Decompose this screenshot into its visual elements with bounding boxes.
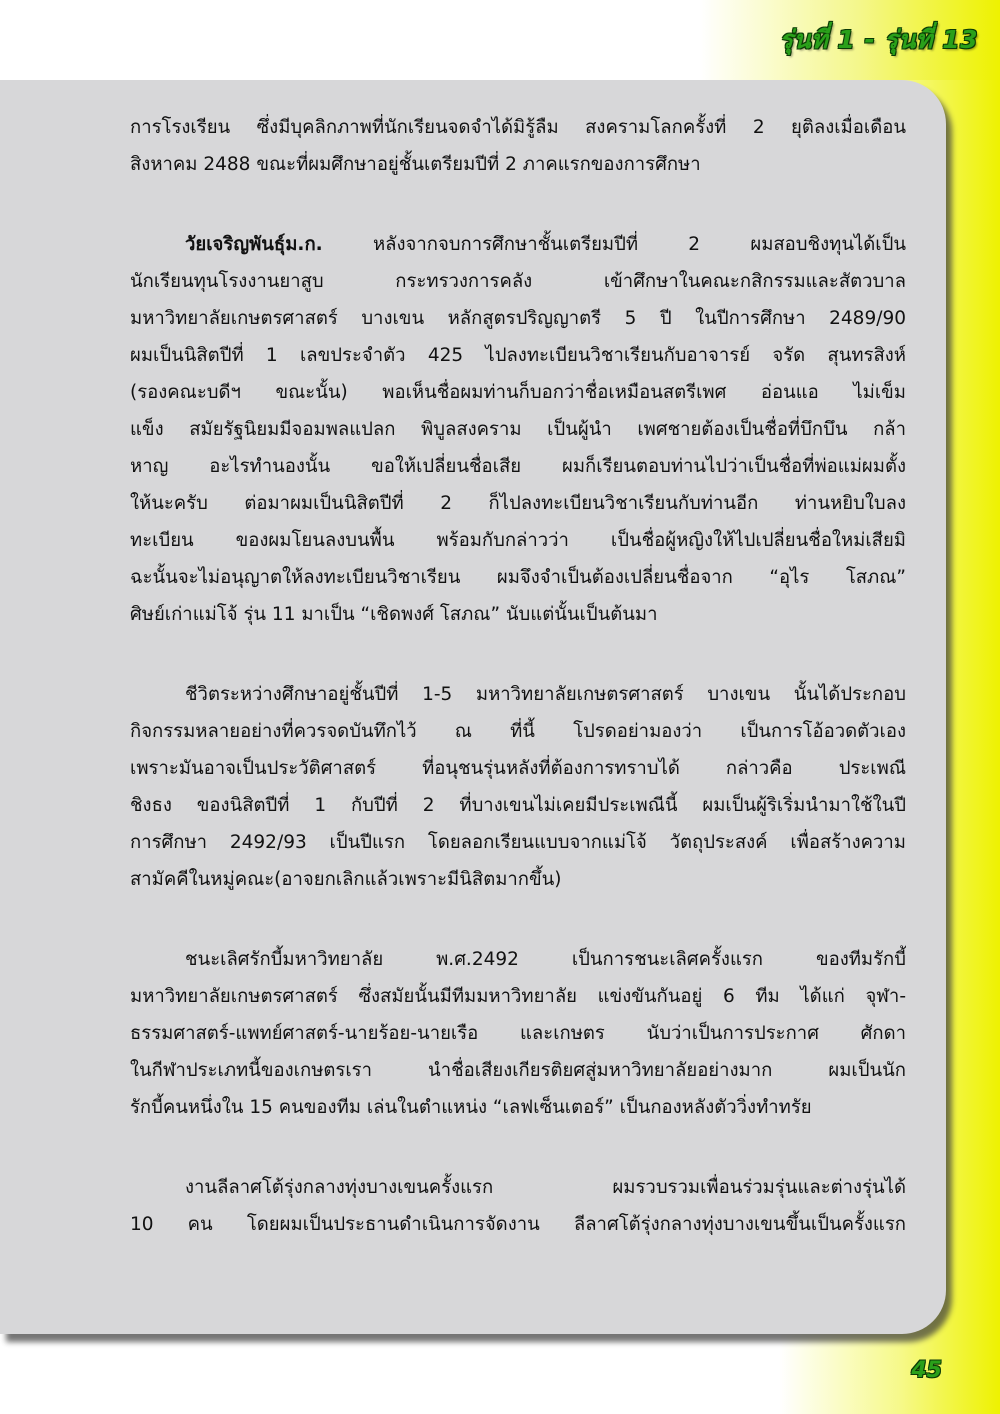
text-line: ชนะเลิศรักบี้มหาวิทยาลัย พ.ศ.2492 เป็นการชนะเลิศครั้งแรก ของทีมรักบี้ <box>185 949 906 970</box>
text-line: ฉะนั้นจะไม่อนุญาตให้ลงทะเบียนวิชาเรียน ผมจึงจำเป็นต้องเปลี่ยนชื่อจาก “อุไร โสภณ” <box>130 567 906 588</box>
text-line: งานลีลาศโต้รุ่งกลางทุ่งบางเขนครั้งแรก ผมรวบรวมเพื่อนร่วมรุ่นและต่างรุ่นได้ <box>185 1177 906 1198</box>
text-line: สิงหาคม 2488 ขณะที่ผมศึกษาอยู่ชั้นเตรียมปีที่ 2 ภาคแรกของการศึกษา <box>130 154 701 175</box>
text-line: มหาวิทยาลัยเกษตรศาสตร์ ซึ่งสมัยนั้นมีทีมมหาวิทยาลัย แข่งขันกันอยู่ 6 ทีม ได้แก่ จุฬา- <box>130 986 906 1007</box>
text-line: แข็ง สมัยรัฐนิยมมีจอมพลแปลก พิบูลสงคราม เป็นผู้นำ เพศชายต้องเป็นชื่อที่บึกบึน กล้า <box>130 419 906 440</box>
text-line: ให้นะครับ ต่อมาผมเป็นนิสิตปีที่ 2 ก็ไปลงทะเบียนวิชาเรียนกับท่านอีก ท่านหยิบใบลง <box>130 493 906 514</box>
text-line: ผมเป็นนิสิตปีที่ 1 เลขประจำตัว 425 ไปลงทะเบียนวิชาเรียนกับอาจารย์ จรัด สุนทรสิงห์ <box>130 345 906 366</box>
text-line <box>130 226 906 263</box>
paragraph-1 <box>130 109 906 183</box>
paragraph-5 <box>130 1169 906 1243</box>
text-line: ศิษย์เก่าแม่โจ้ รุ่น 11 มาเป็น “เชิดพงศ์ โสภณ” นับแต่นั้นเป็นต้นมา <box>130 604 658 625</box>
text-line: เพราะมันอาจเป็นประวัติศาสตร์ ที่อนุชนรุ่นหลังที่ต้องการทราบได้ กล่าวคือ ประเพณี <box>130 758 906 779</box>
text-line: รักบี้คนหนึ่งใน 15 คนของทีม เล่นในตำแหน่ง “เลฟเซ็นเตอร์” เป็นกองหลังตัววิ่งทำทรัย <box>130 1097 812 1118</box>
text-line: หาญ อะไรทำนองนั้น ขอให้เปลี่ยนชื่อเสีย ผมก็เรียนตอบท่านไปว่าเป็นชื่อที่พ่อแม่ผมตั้ง <box>130 456 906 477</box>
text-line: ชิงธง ของนิสิตปีที่ 1 กับปีที่ 2 ที่บางเขนไม่เคยมีประเพณีนี้ ผมเป็นผู้ริเริ่มนำมาใช้ในปี <box>130 795 906 816</box>
paragraph-gap <box>130 898 906 941</box>
text-line: ชีวิตระหว่างศึกษาอยู่ชั้นปีที่ 1-5 มหาวิทยาลัยเกษตรศาสตร์ บางเขน นั้นได้ประกอบ <box>185 684 906 705</box>
text-line: 10 คน โดยผมเป็นประธานดำเนินการจัดงาน ลีลาศโต้รุ่งกลางทุ่งบางเขนขึ้นเป็นครั้งแรก <box>130 1214 906 1235</box>
text-line: ทะเบียน ของผมโยนลงบนพื้น พร้อมกับกล่าวว่า เป็นชื่อผู้หญิงให้ไปเปลี่ยนชื่อใหม่เสียมิ <box>130 530 906 551</box>
paragraph-gap <box>130 1126 906 1169</box>
text-line: การโรงเรียน ซึ่งมีบุคลิกภาพที่นักเรียนจดจำได้มิรู้ลืม สงครามโลกครั้งที่ 2 ยุติลงเมื่อเดือน <box>130 117 906 138</box>
paragraph-gap <box>130 633 906 676</box>
paragraph-3 <box>130 676 906 898</box>
paragraph-2 <box>130 226 906 633</box>
text-run: หลังจากจบการศึกษาชั้นเตรียมปีที่ 2 ผมสอบชิงทุนได้เป็น <box>322 234 906 255</box>
text-line: สามัคคีในหมู่คณะ(อาจยกเลิกแล้วเพราะมีนิสิตมากขึ้น) <box>130 869 562 890</box>
paragraph-4 <box>130 941 906 1126</box>
text-line: นักเรียนทุนโรงงานยาสูบ กระทรวงการคลัง เข้าศึกษาในคณะกสิกรรมและสัตวบาล <box>130 271 906 292</box>
text-line: (รองคณะบดีฯ ขณะนั้น) พอเห็นชื่อผมท่านก็บอกว่าชื่อเหมือนสตรีเพศ อ่อนแอ ไม่เข็ม <box>130 382 906 403</box>
text-line: ธรรมศาสตร์-แพทย์ศาสตร์-นายร้อย-นายเรือ และเกษตร นับว่าเป็นการประกาศ ศักดา <box>130 1023 906 1044</box>
text-line: กิจกรรมหลายอย่างที่ควรจดบันทึกไว้ ณ ที่นี้ โปรดอย่ามองว่า เป็นการโอ้อวดตัวเอง <box>130 721 906 742</box>
page-number: 45 <box>911 1358 942 1383</box>
series-title: รุ่นที่ 1 - รุ่นที่ 13 <box>779 25 978 54</box>
paragraph-gap <box>130 183 906 226</box>
text-line: ในกีฬาประเภทนี้ของเกษตรเรา นำชื่อเสียงเกียรติยศสู่มหาวิทยาลัยอย่างมาก ผมเป็นนัก <box>130 1060 906 1081</box>
text-line: การศึกษา 2492/93 เป็นปีแรก โดยลอกเรียนแบบจากแม่โจ้ วัตถุประสงค์ เพื่อสร้างความ <box>130 832 906 853</box>
section-lead: วัยเจริญพันธุ์ม.ก. <box>185 234 323 255</box>
text-line: มหาวิทยาลัยเกษตรศาสตร์ บางเขน หลักสูตรปริญญาตรี 5 ปี ในปีการศึกษา 2489/90 <box>130 308 906 329</box>
article-body <box>130 109 906 1243</box>
